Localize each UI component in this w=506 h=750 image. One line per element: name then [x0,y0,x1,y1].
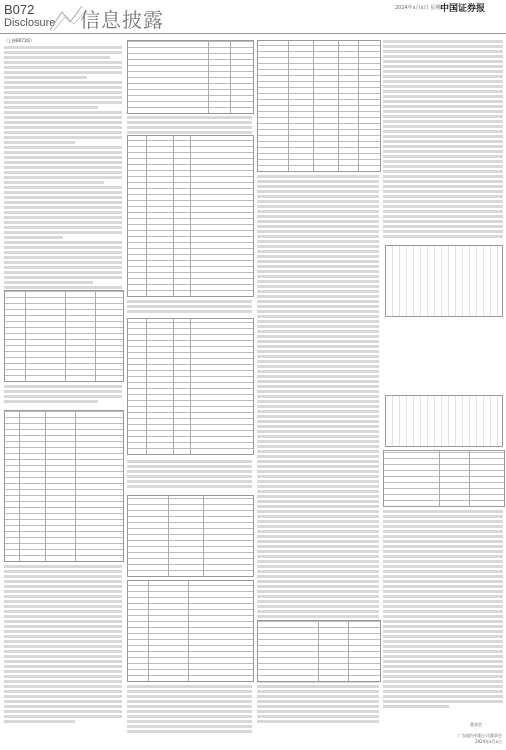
column-2-text-d [127,685,252,735]
column-2-table-c [127,318,254,455]
stamp-image-2 [385,395,503,447]
column-1-text [4,46,122,294]
column-4-text-a [383,40,503,240]
column-1-heading: （上接B071版） [4,38,35,43]
footer-date: 2024年x月x日 [475,739,502,744]
column-4-table-a [383,450,505,507]
column-1-lower-text [4,385,122,405]
newspaper-masthead: 中国证券报 [440,4,486,14]
section-title: 信息披露 [80,8,164,32]
column-2-table-a [127,40,254,114]
column-1 [4,38,122,296]
column-2-table-d [127,495,254,577]
column-2-table-e [127,580,254,682]
column-4-text-b [383,510,503,710]
column-2-text-a [127,116,252,136]
signature-note: 董事会 [470,722,482,727]
column-2-text-c [127,460,252,490]
header-rule [0,33,506,34]
issue-date: 2024年x月x日 星期x [395,5,444,11]
footer-company: 广东股份有限公司董事会 [458,733,502,738]
page-footer [430,733,502,745]
column-2-table-b [127,135,254,297]
page-code: B072 [4,2,35,17]
stamp-image-1 [385,245,503,317]
column-1-bottom-text [4,565,122,725]
section-english: Disclosure [4,17,56,29]
column-3-table-a [257,40,381,172]
column-1-table-b [4,410,124,562]
column-2-text-b [127,300,252,315]
column-3-table-b [257,620,381,682]
column-1-table-a [4,290,124,382]
page-header [0,0,506,40]
